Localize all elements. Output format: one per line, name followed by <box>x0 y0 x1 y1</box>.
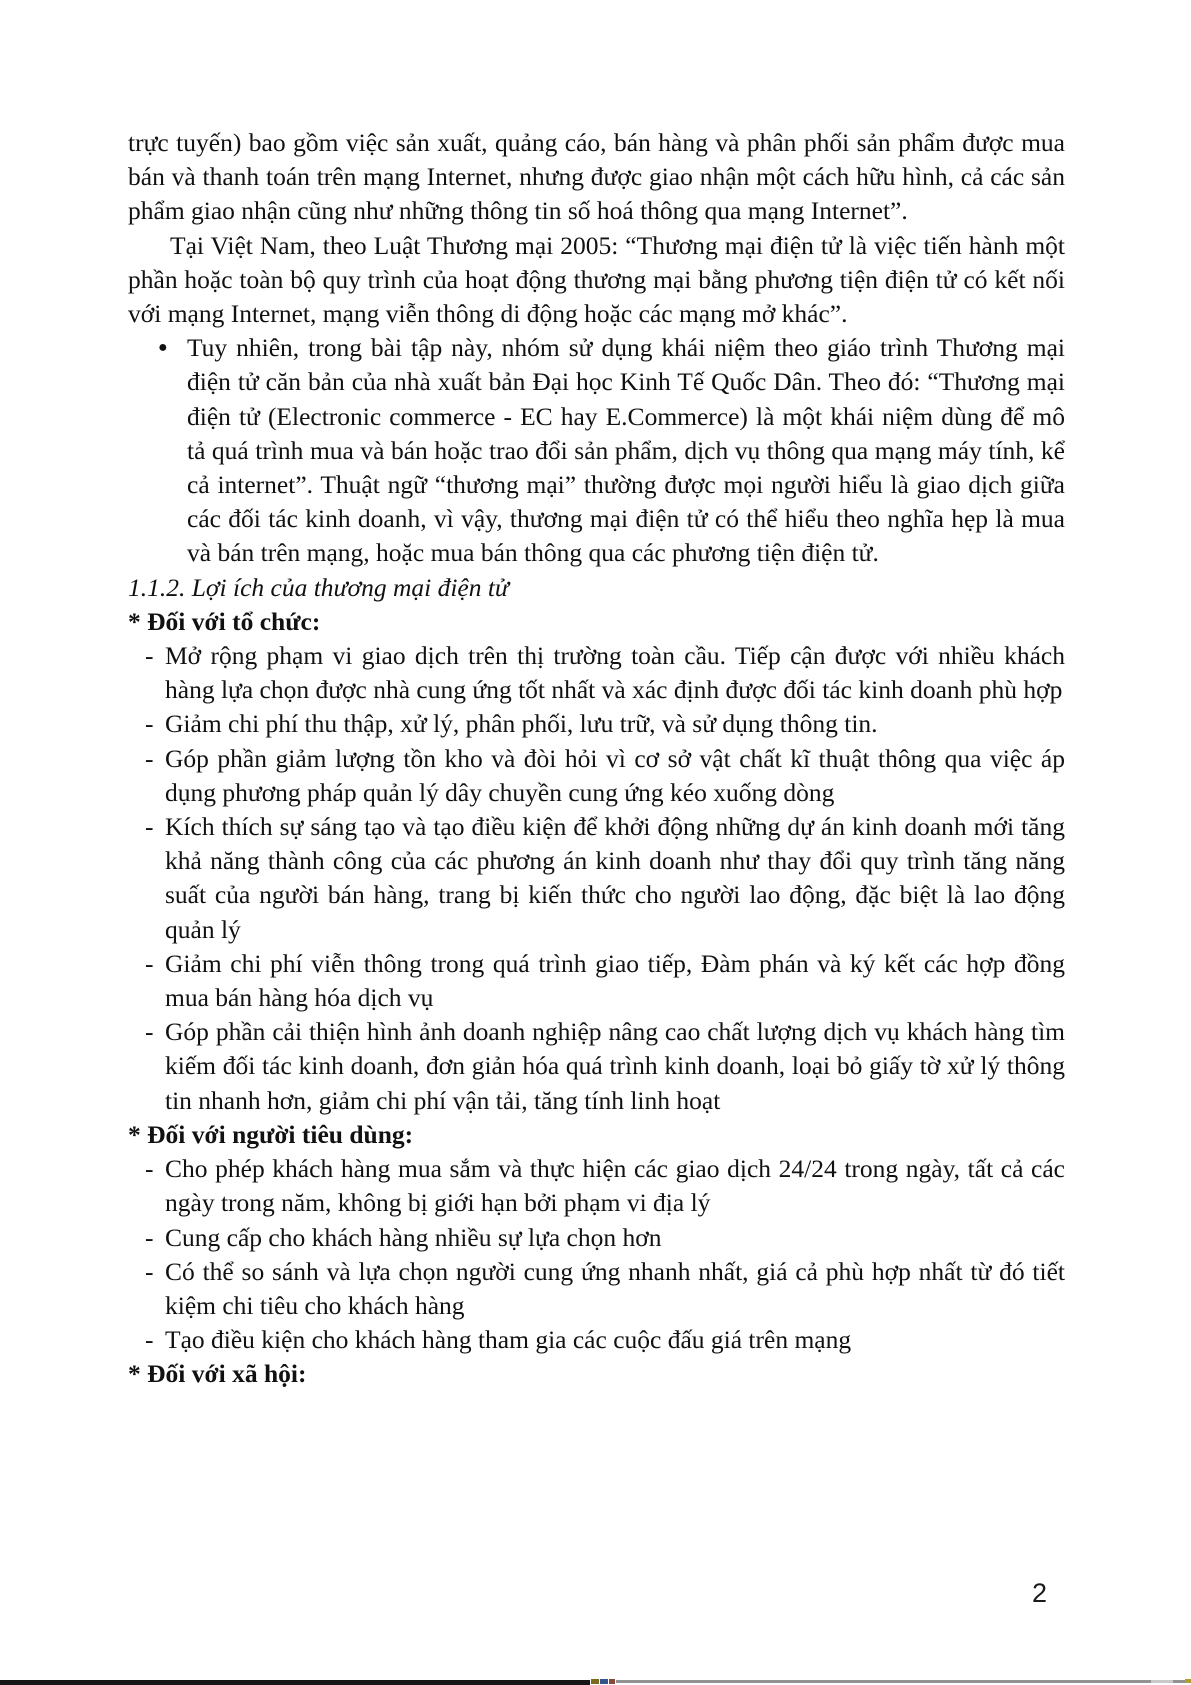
document-body <box>128 126 1065 1392</box>
list-item-text: Giảm chi phí thu thập, xử lý, phân phối, lưu trữ, và sử dụng thông tin. <box>165 709 878 739</box>
corner-pixel <box>1185 1679 1191 1683</box>
bullet-item <box>128 331 1065 570</box>
window-edge-line <box>616 1680 1191 1683</box>
list-item <box>128 742 1065 810</box>
bullet-marker-icon: ● <box>158 339 168 357</box>
list-item <box>128 810 1065 947</box>
taskbar-pixel-blue <box>600 1679 608 1684</box>
window-edge-light-segment <box>1151 1680 1173 1683</box>
dash-marker: - <box>145 1256 154 1286</box>
list-item-text: Có thể so sánh và lựa chọn người cung ứng nhanh nhất, giá cả phù hợp nhất từ đó tiết kiệm chi tiêu cho khách hàng <box>165 1256 1065 1320</box>
page-number: 2 <box>1031 1578 1047 1608</box>
body-paragraph: trực tuyến) bao gồm việc sản xuất, quảng cáo, bán hàng và phân phối sản phẩm được mua bán và thanh toán trên mạng Internet, nhưng được giao nhận một cách hữu hình, cả các sản phẩm giao nhận cũng như những thông tin số hoá thông qua mạng Internet”. <box>128 128 1065 226</box>
list-item-text: Cung cấp cho khách hàng nhiều sự lựa chọn hơn <box>165 1222 662 1252</box>
dash-marker: - <box>145 1154 154 1184</box>
bullet-item-text: Tuy nhiên, trong bài tập này, nhóm sử dụng khái niệm theo giáo trình Thương mại điện tử căn bản của nhà xuất bản Đại học Kinh Tế Quốc Dân. Theo đó: “Thương mại điện tử (Electronic commerce - EC hay E.Commerce) là một khái niệm dùng để mô tả quá trình mua và bán hoặc trao đổi sản phẩm, dịch vụ thông qua mạng máy tính, kể cả internet”. Thuật ngữ “thương mại” thường được mọi người hiểu là giao dịch giữa các đối tác kinh doanh, vì vậy, thương mại điện tử có thể hiểu theo nghĩa hẹp là mua và bán trên mạng, hoặc mua bán thông qua các phương tiện điện tử. <box>187 333 1065 568</box>
list-item <box>128 707 1065 741</box>
section-heading: 1.1.2. Lợi ích của thương mại điện tử <box>128 572 509 602</box>
dash-marker: - <box>145 1325 154 1355</box>
list-item <box>128 1015 1065 1118</box>
list-item-text: Tạo điều kiện cho khách hàng tham gia các cuộc đấu giá trên mạng <box>165 1325 852 1355</box>
list-item <box>128 1152 1065 1220</box>
taskbar-pixel-red <box>609 1679 615 1684</box>
list-item <box>128 639 1065 707</box>
dash-marker: - <box>145 812 154 842</box>
list-item-text: Cho phép khách hàng mua sắm và thực hiện các giao dịch 24/24 trong ngày, tất cả các ngày trong năm, không bị giới hạn bởi phạm vi địa lý <box>165 1154 1065 1218</box>
taskbar-pixel-olive <box>591 1679 599 1684</box>
list-item <box>128 1255 1065 1323</box>
taskbar-sliver <box>0 1678 1191 1685</box>
dash-marker: - <box>145 1017 154 1047</box>
list-item-text: Mở rộng phạm vi giao dịch trên thị trường toàn cầu. Tiếp cận được với nhiều khách hàng lựa chọn được nhà cung ứng tốt nhất và xác định được đối tác kinh doanh phù hợp <box>165 641 1065 705</box>
subheading-consumer: * Đối với người tiêu dùng: <box>128 1119 414 1149</box>
subheading-organization: * Đối với tổ chức: <box>128 606 321 636</box>
dash-marker: - <box>145 709 154 739</box>
list-item <box>128 1221 1065 1255</box>
list-item-text: Giảm chi phí viễn thông trong quá trình giao tiếp, Đàm phán và ký kết các hợp đồng mua bán hàng hóa dịch vụ <box>165 948 1065 1013</box>
body-paragraph: Tại Việt Nam, theo Luật Thương mại 2005: “Thương mại điện tử là việc tiến hành một phần hoặc toàn bộ quy trình của hoạt động thương mại bằng phương tiện điện tử có kết nối với mạng Internet, mạng viễn thông di động hoặc các mạng mở khác”. <box>128 230 1065 329</box>
list-item-text: Góp phần cải thiện hình ảnh doanh nghiệp nâng cao chất lượng dịch vụ khách hàng tìm kiếm đối tác kinh doanh, đơn giản hóa quá trình kinh doanh, loại bỏ giấy tờ xử lý thông tin nhanh hơn, giảm chi phí vận tải, tăng tính linh hoạt <box>165 1017 1065 1115</box>
dash-marker: - <box>145 641 154 671</box>
dash-marker: - <box>145 743 154 773</box>
list-item-text: Kích thích sự sáng tạo và tạo điều kiện để khởi động những dự án kinh doanh mới tăng khả năng thành công của các phương án kinh doanh như thay đổi quy trình tăng năng suất của người bán hàng, trang bị kiến thức cho người lao động, đặc biệt là lao động quản lý <box>165 812 1065 944</box>
list-item <box>128 947 1065 1015</box>
dash-marker: - <box>145 1222 154 1252</box>
dash-marker: - <box>145 948 154 978</box>
list-item-text: Góp phần giảm lượng tồn kho và đòi hỏi vì cơ sở vật chất kĩ thuật thông qua việc áp dụng phương pháp quản lý dây chuyền cung ứng kéo xuống dòng <box>165 743 1065 807</box>
subheading-society: * Đối với xã hội: <box>128 1359 307 1389</box>
taskbar-dark-segment <box>0 1680 590 1685</box>
list-item <box>128 1323 1065 1357</box>
